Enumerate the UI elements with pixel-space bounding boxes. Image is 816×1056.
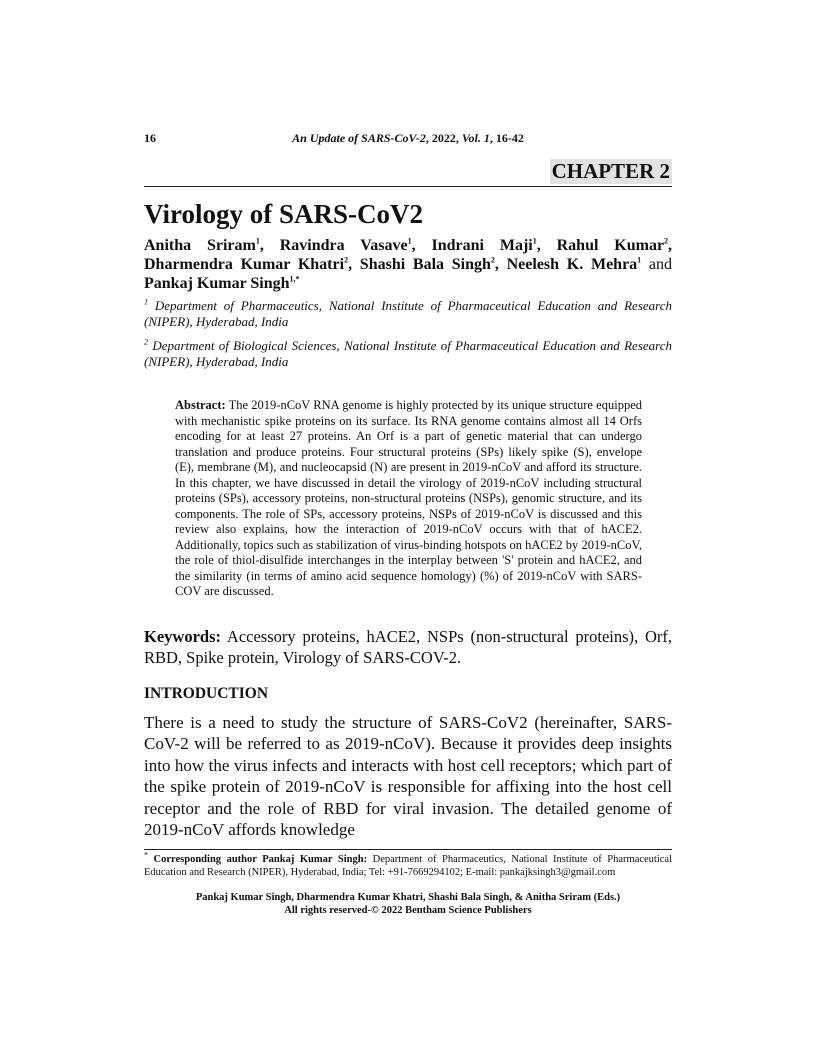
abstract-label: Abstract: xyxy=(175,398,226,412)
affiliation xyxy=(144,298,672,330)
affil-number: 2 xyxy=(144,337,148,347)
header-rule xyxy=(144,186,672,187)
affil-text: Department of Biological Sciences, National Institute of Pharmaceutical Education and Research (NIPER), Hyderabad, India xyxy=(144,338,673,369)
footnote xyxy=(144,850,673,879)
intro-paragraph: There is a need to study the structure of SARS-CoV2 (hereinafter, SARS-CoV-2 will be referred to as 2019-nCoV). Because it provides deep insights into how the virus infects and interacts with host cell receptors; which part of the spike protein of 2019-nCoV is responsible for affixing into the host cell receptor and the role of RBD for viral invasion. The detailed genome of 2019-nCoV affords knowledge xyxy=(144,712,672,839)
footnote-marker: * xyxy=(144,850,148,859)
page-number: 16 xyxy=(144,131,156,145)
author-list: Anitha Sriram$^1$, Ravindra Vasave$^1$, Indrani Maji$^1$, Rahul Kumar$^2$, Dharmendra Kumar Khatri$^2$, Shashi Bala Singh$^2$, Neelesh K. Mehra$^1$ and Pankaj Kumar Singh$^{1,*}$ xyxy=(144,236,673,292)
journal-citation xyxy=(144,131,672,146)
author-affil: 1 xyxy=(532,236,537,246)
journal-volume: Vol. 1 xyxy=(461,131,490,145)
footnote-rule xyxy=(144,849,672,850)
author-affil: 1 xyxy=(637,255,642,265)
author: Shashi Bala Singh xyxy=(359,256,491,273)
author-affil: 2 xyxy=(664,236,669,246)
chapter-label: CHAPTER 2 xyxy=(551,159,670,183)
affil-number: 1 xyxy=(144,297,148,307)
author-affil: 1 xyxy=(407,236,412,246)
journal-pages: , 16-42 xyxy=(489,131,524,145)
keywords xyxy=(144,626,672,668)
keywords-label: Keywords: xyxy=(144,626,221,646)
author-affil: 2 xyxy=(344,255,349,265)
author: Pankaj Kumar Singh xyxy=(144,275,290,292)
author-conjunction: and xyxy=(648,256,673,273)
section-heading: INTRODUCTION xyxy=(144,684,269,702)
running-header xyxy=(144,131,672,146)
keywords-text: Accessory proteins, hACE2, NSPs (non-structural proteins), Orf, RBD, Spike protein, Virology of SARS-COV-2. xyxy=(144,626,673,667)
author: Neelesh K. Mehra xyxy=(506,256,638,273)
affil-text: Department of Pharmaceutics, National Institute of Pharmaceutical Education and Research (NIPER), Hyderabad, India xyxy=(144,298,673,329)
footer-rights: All rights reserved-© 2022 Bentham Science Publishers xyxy=(284,904,532,916)
author: Indrani Maji xyxy=(431,237,533,254)
affiliation xyxy=(144,338,672,370)
author: Dharmendra Kumar Khatri xyxy=(144,256,345,273)
page-title: Virology of SARS-CoV2 xyxy=(144,199,424,229)
author-affil: 2 xyxy=(490,255,495,265)
author-affil: 1,* xyxy=(289,274,300,284)
journal-name: An Update of SARS-CoV-2 xyxy=(292,131,426,145)
author: Rahul Kumar xyxy=(556,237,665,254)
abstract-text: The 2019-nCoV RNA genome is highly protected by its unique structure equipped with mechanistic spike proteins on its surface. Its RNA genome contains almost all 14 Orfs encoding for at least 27 proteins. An Orf is a part of genetic material that can undergo translation and produce proteins. Four structural proteins (SPs) likely spike (S), envelope (E), membrane (M), and nucleocapsid (N) are present in 2019-nCoV and afford its structure. In this chapter, we have discussed in detail the virology of 2019-nCoV including structural proteins (SPs), accessory proteins, non-structural proteins (NSPs), genomic structure, and its components. The role of SPs, accessory proteins, NSPs of 2019-nCoV is discussed and this review also explains, how the interaction of 2019-nCoV occurs with that of hACE2. Additionally, topics such as stabilization of virus-binding hotspots on hACE2 by 2019-nCoV, the role of thiol-disulfide interchanges in the interplay between 'S' protein and hACE2, and the similarity (in terms of amino acid sequence homology) (%) of 2019-nCoV with SARS-COV are discussed. xyxy=(175,398,642,598)
author: Anitha Sriram xyxy=(144,237,256,254)
chapter-row xyxy=(144,159,672,186)
footnote-text: Department of Pharmaceutics, National Institute of Pharmaceutical Education and Research (NIPER), Hyderabad, India; Tel: +91-7669294102; E-mail: pankajksingh3@gmail.com xyxy=(144,853,673,878)
footer-editors: Pankaj Kumar Singh, Dharmendra Kumar Khatri, Shashi Bala Singh, & Anitha Sriram (Eds.) xyxy=(195,891,621,903)
author: Ravindra Vasave xyxy=(279,237,408,254)
abstract xyxy=(175,398,642,600)
page-footer xyxy=(144,891,672,917)
footnote-label: Corresponding author Pankaj Kumar Singh: xyxy=(153,853,368,865)
journal-year: , 2022, xyxy=(425,131,462,145)
author-affil: 1 xyxy=(255,236,260,246)
